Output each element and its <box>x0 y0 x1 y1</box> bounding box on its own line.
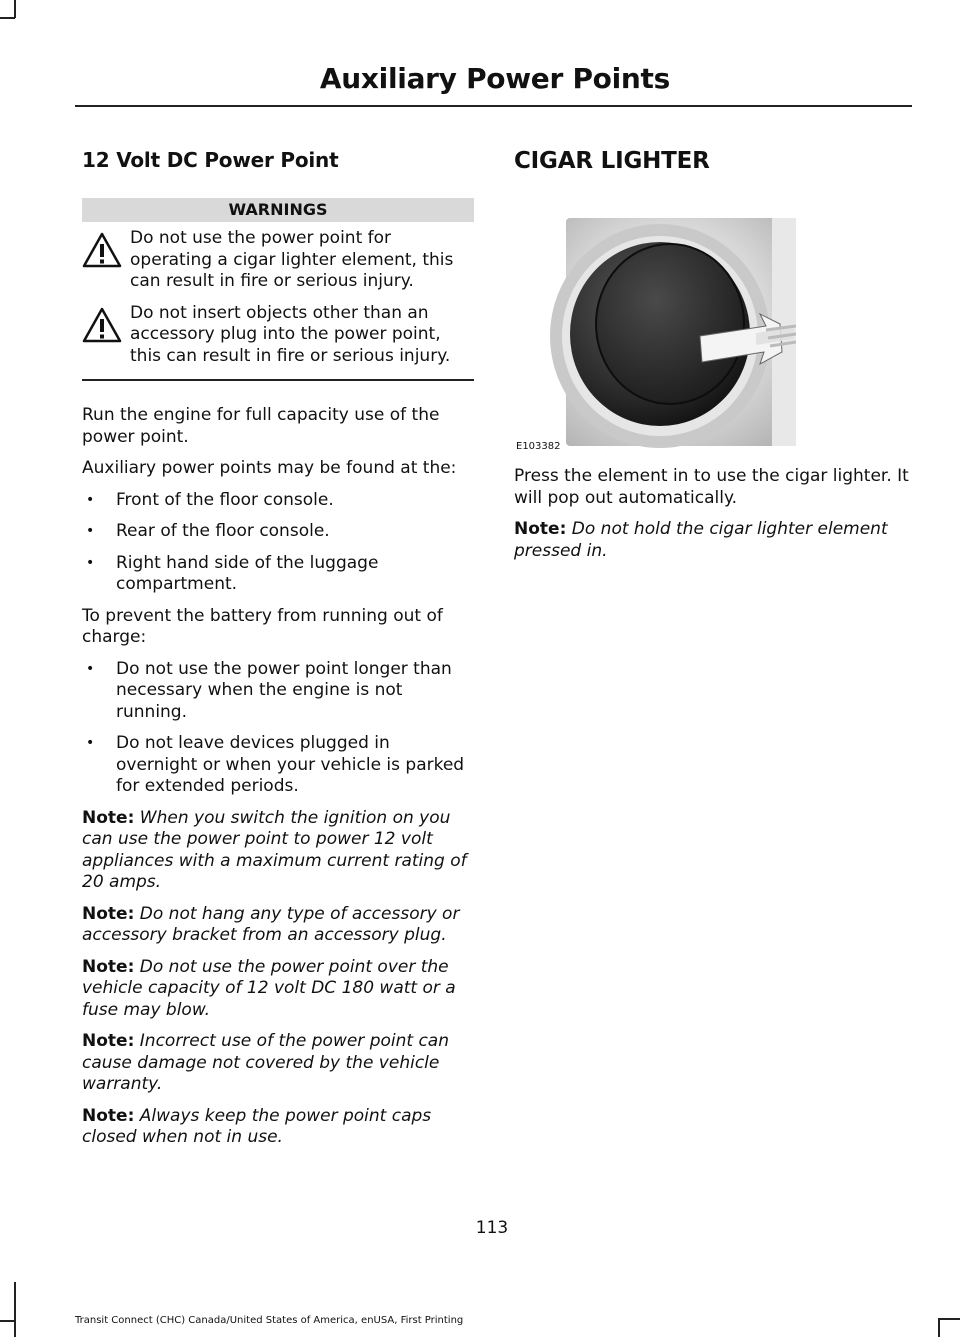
note <box>82 957 474 1022</box>
warning-text: Do not insert objects other than an accessory plug into the power point, this can result in fire or serious injury. <box>130 302 451 366</box>
warnings-heading: WARNINGS <box>82 198 474 222</box>
battery-tips-list <box>82 659 474 798</box>
warnings-divider <box>82 379 474 381</box>
list-item: • Rear of the floor console. <box>82 521 474 543</box>
section-title: CIGAR LIGHTER <box>514 148 710 174</box>
cigar-lighter-figure <box>514 206 796 452</box>
note <box>82 904 474 947</box>
crop-mark <box>938 1318 960 1320</box>
paragraph: To prevent the battery from running out of charge: <box>82 605 443 647</box>
list-item: • Do not leave devices plugged in overnight or when your vehicle is parked for extended periods. <box>82 733 474 798</box>
figure-id: E103382 <box>516 441 561 452</box>
left-column <box>82 148 474 1159</box>
note-label: Note: <box>514 519 567 539</box>
paragraph: Run the engine for full capacity use of the power point. <box>82 405 440 447</box>
note <box>82 1106 474 1149</box>
crop-mark <box>0 17 15 19</box>
header-rule <box>75 105 912 107</box>
publication-footer: Transit Connect (CHC) Canada/United States of America, enUSA, First Printing <box>75 1315 464 1326</box>
paragraph: Press the element in to use the cigar lighter. It will pop out automatically. <box>514 466 909 508</box>
warning-text: Do not use the power point for operating a cigar lighter element, this can result in fire or serious injury. <box>130 228 454 291</box>
note-text: Do not use the power point over the vehicle capacity of 12 volt DC 180 watt or a fuse may blow. <box>82 956 456 1020</box>
crop-mark <box>0 1320 15 1322</box>
note <box>82 808 474 894</box>
note-text: Incorrect use of the power point can cause damage not covered by the vehicle warranty. <box>82 1031 450 1094</box>
list-item: • Front of the floor console. <box>82 490 474 512</box>
note <box>82 1031 474 1096</box>
crop-mark <box>938 1318 940 1337</box>
section-title: 12 Volt DC Power Point <box>82 148 339 172</box>
note-text: Always keep the power point caps closed when not in use. <box>82 1105 432 1147</box>
page-number: 113 <box>475 1218 509 1238</box>
note-label: Note: <box>82 903 135 924</box>
note-label: Note: <box>82 1105 135 1126</box>
list-item: • Right hand side of the luggage compartment. <box>82 553 474 596</box>
crop-mark <box>14 1282 16 1337</box>
crop-mark <box>14 0 16 18</box>
warning-triangle-icon <box>82 228 130 293</box>
note <box>514 519 909 562</box>
note-label: Note: <box>82 807 135 828</box>
note-text: When you switch the ignition on you can use the power point to power 12 volt appliances with a maximum current rating of 20 amps. <box>82 807 467 892</box>
note-label: Note: <box>82 1031 135 1051</box>
note-text: Do not hold the cigar lighter element pressed in. <box>514 519 888 561</box>
right-column <box>514 148 909 572</box>
warning-triangle-icon <box>82 303 130 368</box>
cigar-lighter-illustration <box>514 206 796 452</box>
page-header-title: Auxiliary Power Points <box>319 62 670 95</box>
note-label: Note: <box>82 956 135 977</box>
warning-item <box>82 303 474 368</box>
locations-list <box>82 490 474 596</box>
list-item: • Do not use the power point longer than necessary when the engine is not running. <box>82 659 474 724</box>
paragraph: Auxiliary power points may be found at the: <box>82 458 457 478</box>
note-text: Do not hang any type of accessory or accessory bracket from an accessory plug. <box>82 903 460 945</box>
warning-item <box>82 228 474 293</box>
